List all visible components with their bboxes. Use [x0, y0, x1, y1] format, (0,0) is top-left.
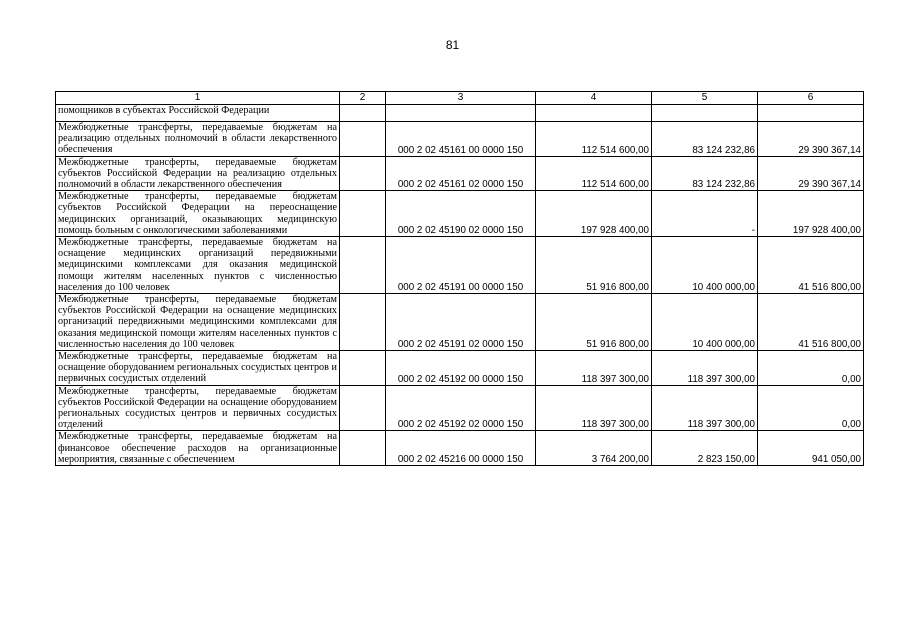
executed-amount: 10 400 000,00	[652, 237, 758, 294]
column-header: 6	[758, 92, 864, 105]
remaining-amount: 29 390 367,14	[758, 156, 864, 191]
executed-amount: -	[652, 191, 758, 237]
header-row	[56, 92, 864, 105]
table-row	[56, 351, 864, 386]
remaining-amount: 41 516 800,00	[758, 237, 864, 294]
row-description: Межбюджетные трансферты, передаваемые бюджетам на финансовое обеспечение расходов на организационные мероприятия, связанные с обеспечением	[56, 431, 340, 466]
table-row-continued	[56, 105, 864, 122]
row-description: Межбюджетные трансферты, передаваемые бюджетам субъектов Российской Федерации на оснащение медицинских организаций передвижными медицинскими комплексами для оказания медицинской помощи жителям населенных пунктов с численностью населения до 100 человек	[56, 294, 340, 351]
table-row	[56, 385, 864, 431]
table-row	[56, 156, 864, 191]
column-header: 3	[386, 92, 536, 105]
empty-cell	[340, 431, 386, 466]
budget-code: 000 2 02 45191 02 0000 150	[386, 294, 536, 351]
column-header: 4	[536, 92, 652, 105]
row-description: помощников в субъектах Российской Федерации	[56, 105, 340, 122]
plan-amount: 51 916 800,00	[536, 294, 652, 351]
row-description: Межбюджетные трансферты, передаваемые бюджетам субъектов Российской Федерации на переоснащение медицинских организаций, оказывающих медицинскую помощь больным с онкологическими заболеваниями	[56, 191, 340, 237]
plan-amount: 51 916 800,00	[536, 237, 652, 294]
executed-amount: 83 124 232,86	[652, 122, 758, 157]
remaining-amount: 0,00	[758, 385, 864, 431]
remaining-amount: 197 928 400,00	[758, 191, 864, 237]
plan-amount: 3 764 200,00	[536, 431, 652, 466]
table-row	[56, 431, 864, 466]
plan-amount: 112 514 600,00	[536, 156, 652, 191]
plan-amount: 118 397 300,00	[536, 351, 652, 386]
column-header: 5	[652, 92, 758, 105]
table-row	[56, 294, 864, 351]
budget-code: 000 2 02 45192 00 0000 150	[386, 351, 536, 386]
empty-cell	[340, 156, 386, 191]
executed-amount: 118 397 300,00	[652, 351, 758, 386]
empty-cell	[340, 237, 386, 294]
executed-amount: 10 400 000,00	[652, 294, 758, 351]
empty-cell	[340, 122, 386, 157]
budget-code: 000 2 02 45192 02 0000 150	[386, 385, 536, 431]
remaining-amount: 0,00	[758, 351, 864, 386]
row-description: Межбюджетные трансферты, передаваемые бюджетам на оснащение оборудованием региональных сосудистых центров и первичных сосудистых отделений	[56, 351, 340, 386]
column-header: 2	[340, 92, 386, 105]
empty-cell	[340, 105, 386, 122]
executed-amount: 83 124 232,86	[652, 156, 758, 191]
table-row	[56, 191, 864, 237]
empty-cell	[340, 294, 386, 351]
budget-code: 000 2 02 45191 00 0000 150	[386, 237, 536, 294]
row-description: Межбюджетные трансферты, передаваемые бюджетам субъектов Российской Федерации на реализацию отдельных полномочий в области лекарственного обеспечения	[56, 156, 340, 191]
empty-cell	[652, 105, 758, 122]
budget-code: 000 2 02 45216 00 0000 150	[386, 431, 536, 466]
remaining-amount: 29 390 367,14	[758, 122, 864, 157]
empty-cell	[340, 385, 386, 431]
executed-amount: 118 397 300,00	[652, 385, 758, 431]
empty-cell	[340, 351, 386, 386]
plan-amount: 112 514 600,00	[536, 122, 652, 157]
budget-code: 000 2 02 45190 02 0000 150	[386, 191, 536, 237]
remaining-amount: 41 516 800,00	[758, 294, 864, 351]
plan-amount: 118 397 300,00	[536, 385, 652, 431]
budget-code: 000 2 02 45161 00 0000 150	[386, 122, 536, 157]
remaining-amount: 941 050,00	[758, 431, 864, 466]
budget-code: 000 2 02 45161 02 0000 150	[386, 156, 536, 191]
executed-amount: 2 823 150,00	[652, 431, 758, 466]
empty-cell	[340, 191, 386, 237]
row-description: Межбюджетные трансферты, передаваемые бюджетам на оснащение медицинских организаций передвижными медицинскими комплексами для оказания медицинской помощи жителям населенных пунктов с численностью населения до 100 человек	[56, 237, 340, 294]
empty-cell	[386, 105, 536, 122]
page-number: 81	[445, 38, 460, 52]
table-row	[56, 122, 864, 157]
empty-cell	[758, 105, 864, 122]
table-row	[56, 237, 864, 294]
column-header: 1	[56, 92, 340, 105]
budget-table	[55, 91, 864, 466]
row-description: Межбюджетные трансферты, передаваемые бюджетам на реализацию отдельных полномочий в области лекарственного обеспечения	[56, 122, 340, 157]
empty-cell	[536, 105, 652, 122]
plan-amount: 197 928 400,00	[536, 191, 652, 237]
row-description: Межбюджетные трансферты, передаваемые бюджетам субъектов Российской Федерации на оснащение оборудованием региональных сосудистых центров и первичных сосудистых отделений	[56, 385, 340, 431]
